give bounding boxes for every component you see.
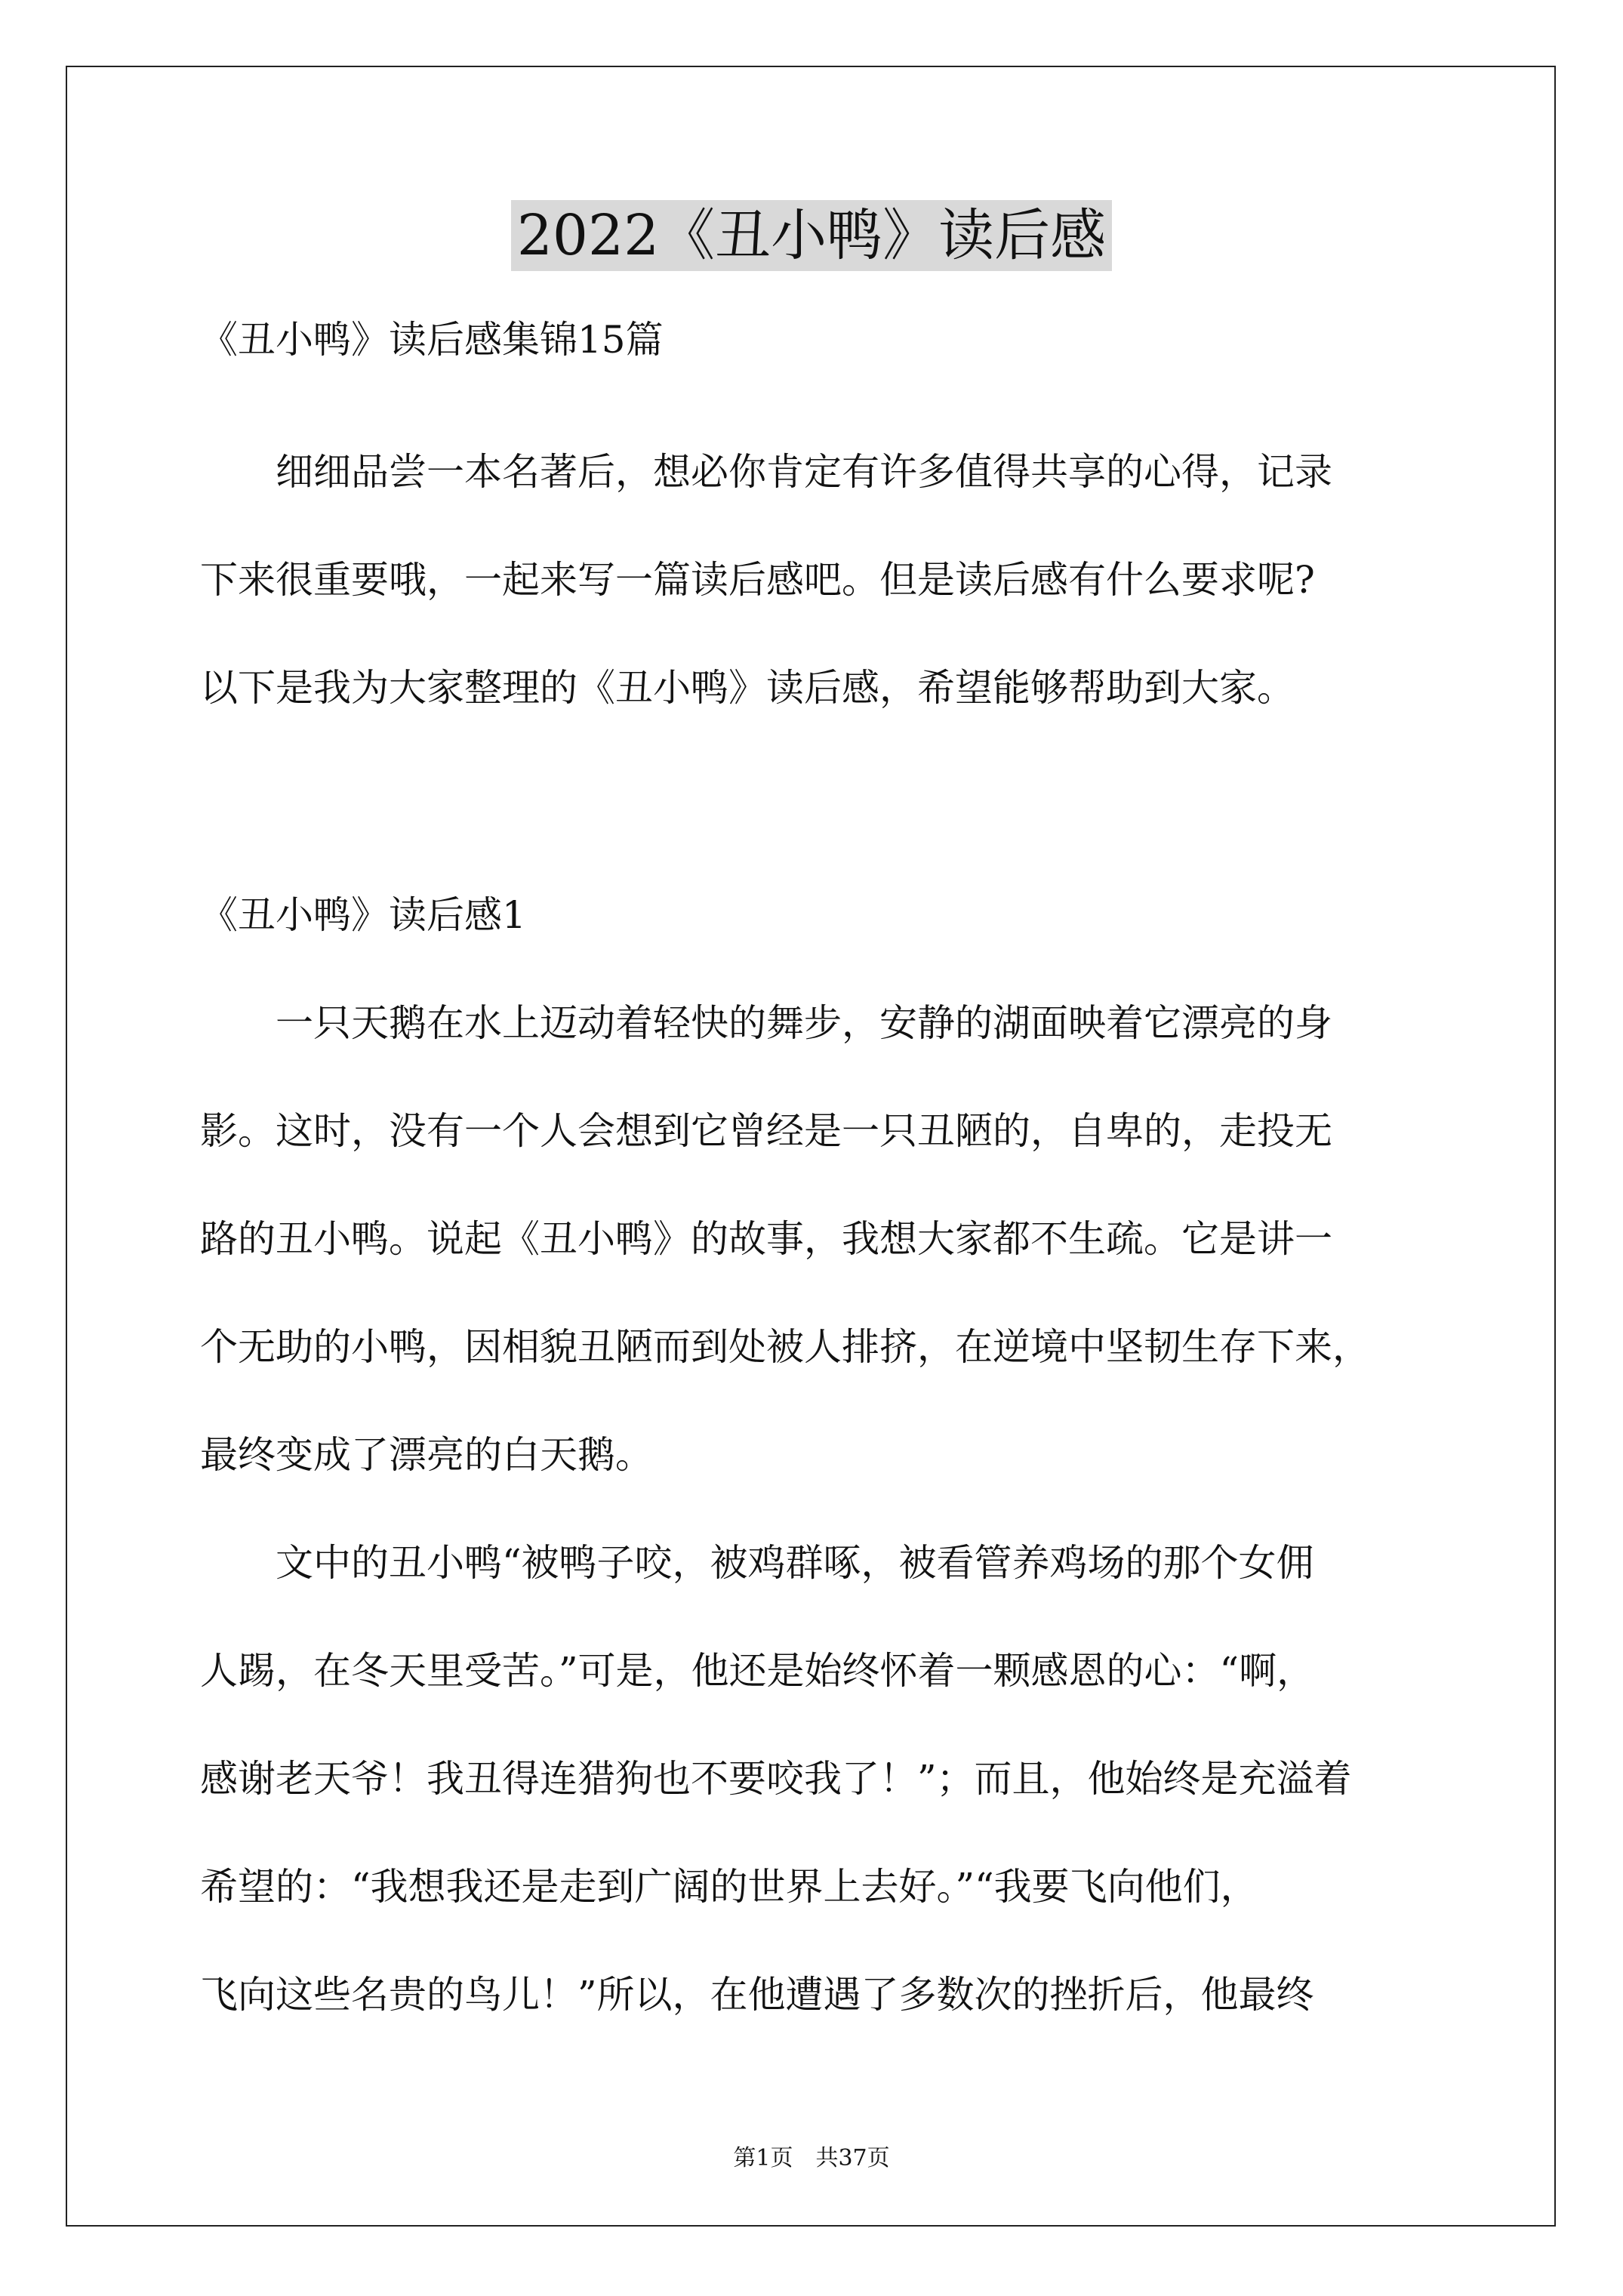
intro-line: 以下是我为大家整理的《丑小鸭》读后感，希望能够帮助到大家。 [200,666,1295,710]
paragraph-line: 一只天鹅在水上迈动着轻快的舞步，安静的湖面映着它漂亮的身 [200,1001,1332,1045]
paragraph-line: 影。这时，没有一个人会想到它曾经是一只丑陋的，自卑的，走投无 [200,1109,1332,1153]
paragraph-line: 个无助的小鸭，因相貌丑陋而到处被人排挤，在逆境中坚韧生存下来， [200,1325,1370,1369]
paragraph-line: 文中的丑小鸭“被鸭子咬，被鸡群啄，被看管养鸡场的那个女佣 [200,1541,1314,1585]
intro-line: 下来很重要哦，一起来写一篇读后感吧。但是读后感有什么要求呢? [200,558,1315,602]
paragraph-line: 希望的：“我想我还是走到广阔的世界上去好。”“我要飞向他们， [200,1865,1258,1909]
paragraph-line: 人踢，在冬天里受苦。”可是，他还是始终怀着一颗感恩的心：“啊， [200,1649,1315,1693]
document-subtitle: 《丑小鸭》读后感集锦15篇 [200,318,664,362]
paragraph-line: 感谢老天爷！我丑得连猎狗也不要咬我了！”；而且，他始终是充溢着 [200,1757,1352,1801]
page-footer: 第1页 共37页 [733,2145,890,2171]
paragraph-line: 飞向这些名贵的鸟儿！”所以，在他遭遇了多数次的挫折后，他最终 [200,1973,1314,2017]
document-title-text: 2022《丑小鸭》读后感 [511,200,1112,271]
paragraph-line: 最终变成了漂亮的白天鹅。 [200,1433,653,1477]
document-title [0,198,1623,273]
paragraph-line: 路的丑小鸭。说起《丑小鸭》的故事，我想大家都不生疏。它是讲一 [200,1217,1332,1261]
intro-line: 细细品尝一本名著后，想必你肯定有许多值得共享的心得，记录 [200,450,1332,494]
section-heading: 《丑小鸭》读后感1 [200,893,526,937]
